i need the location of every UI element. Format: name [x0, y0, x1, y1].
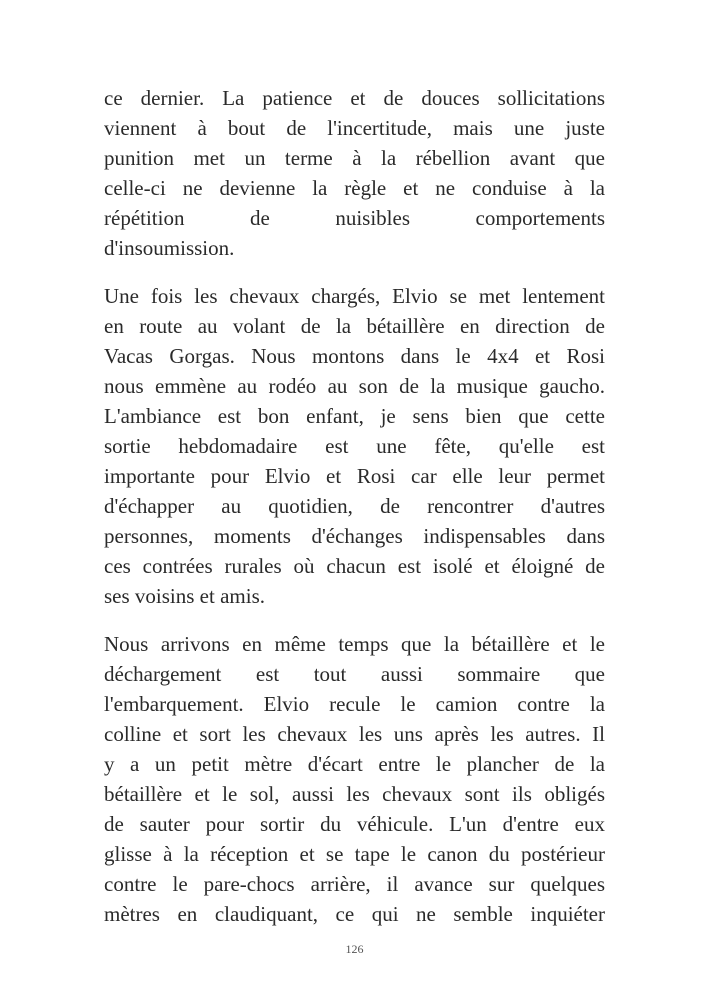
paragraph-2: [104, 281, 605, 611]
text-line: punition met un terme à la rébellion avant que: [104, 146, 605, 170]
text-line: contre le pare-chocs arrière, il avance sur quelques: [104, 872, 605, 896]
text-line: L'ambiance est bon enfant, je sens bien que cette: [104, 404, 605, 428]
text-line: ses voisins et amis.: [104, 584, 265, 608]
text-line: déchargement est tout aussi sommaire que: [104, 662, 605, 686]
text-line: l'embarquement. Elvio recule le camion contre la: [104, 692, 605, 716]
text-line: de sauter pour sortir du véhicule. L'un d'entre eux: [104, 812, 605, 836]
text-line: répétition de nuisibles comportements: [104, 206, 605, 230]
text-line: d'insoumission.: [104, 236, 235, 260]
text-line: bétaillère et le sol, aussi les chevaux sont ils obligés: [104, 782, 605, 806]
text-line: sortie hebdomadaire est une fête, qu'elle est: [104, 434, 605, 458]
text-line: ce dernier. La patience et de douces sollicitations: [104, 86, 605, 110]
paragraph-3: [104, 629, 605, 929]
text-line: importante pour Elvio et Rosi car elle leur permet: [104, 464, 605, 488]
body-text: [104, 83, 605, 947]
text-line: en route au volant de la bétaillère en direction de: [104, 314, 605, 338]
text-line: celle-ci ne devienne la règle et ne conduise à la: [104, 176, 605, 200]
text-line: ces contrées rurales où chacun est isolé et éloigné de: [104, 554, 605, 578]
text-line: colline et sort les chevaux les uns après les autres. Il: [104, 722, 605, 746]
text-line: Nous arrivons en même temps que la bétaillère et le: [104, 632, 605, 656]
text-line: Vacas Gorgas. Nous montons dans le 4x4 et Rosi: [104, 344, 605, 368]
paragraph-1: [104, 83, 605, 263]
text-line: d'échapper au quotidien, de rencontrer d'autres: [104, 494, 605, 518]
text-line: personnes, moments d'échanges indispensables dans: [104, 524, 605, 548]
text-line: glisse à la réception et se tape le canon du postérieur: [104, 842, 605, 866]
text-line: viennent à bout de l'incertitude, mais une juste: [104, 116, 605, 140]
text-line: nous emmène au rodéo au son de la musique gaucho.: [104, 374, 605, 398]
text-line: y a un petit mètre d'écart entre le plancher de la: [104, 752, 605, 776]
text-line: mètres en claudiquant, ce qui ne semble inquiéter: [104, 902, 605, 926]
text-line: Une fois les chevaux chargés, Elvio se met lentement: [104, 284, 605, 308]
page-number: 126: [345, 942, 364, 956]
